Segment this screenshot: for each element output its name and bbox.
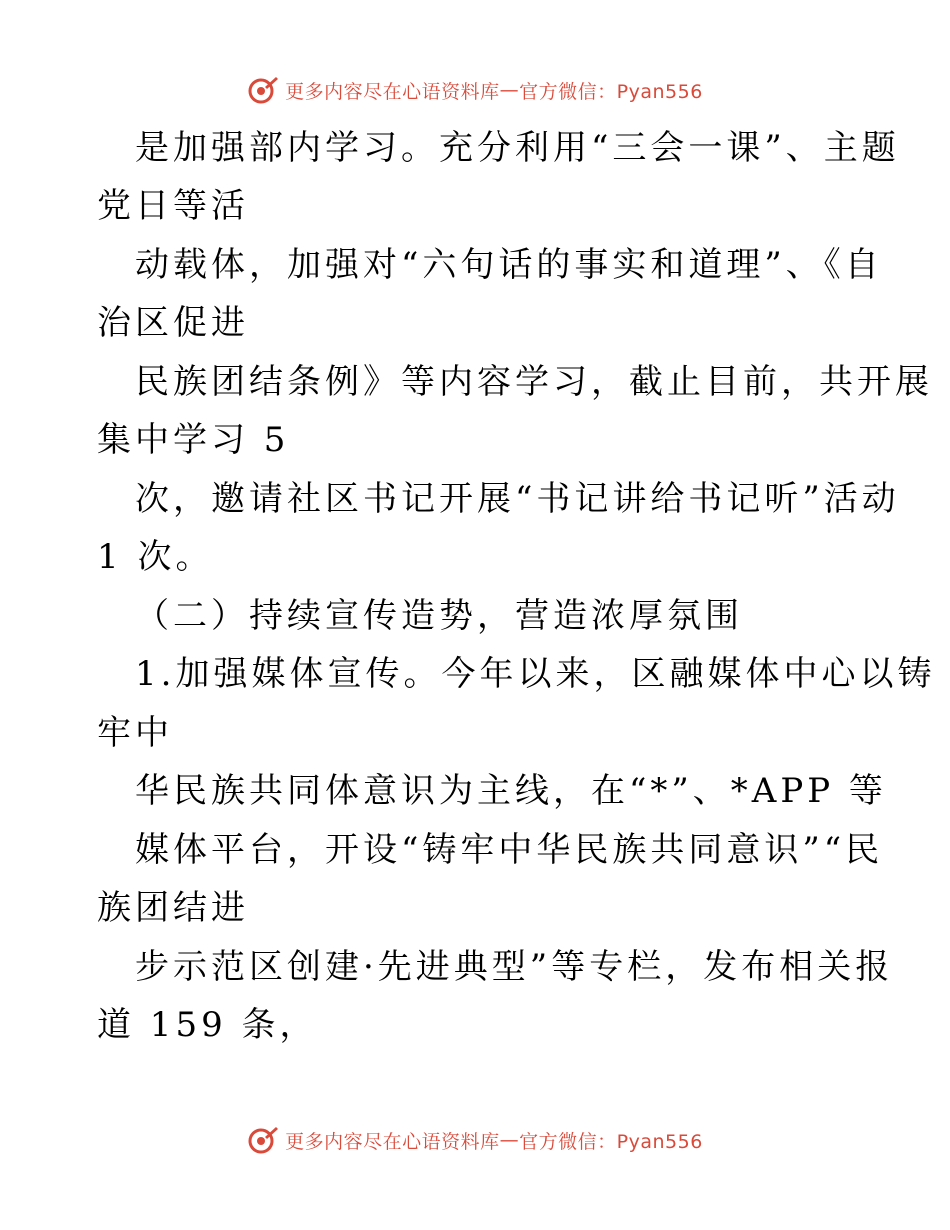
section-heading: （二）持续宣传造势，营造浓厚氛围 (135, 596, 743, 636)
body-line-5: 民族团结条例》等内容学习，截止目前，共开展 (135, 362, 933, 402)
header-watermark (0, 74, 950, 106)
body-line-4: 治区促进 (97, 303, 249, 343)
footer-watermark (0, 1124, 950, 1156)
pen-circle-logo-icon (247, 74, 279, 106)
watermark-suffix: 官方微信：Pyan556 (519, 1130, 703, 1153)
body-line-6: 集中学习 5 (97, 420, 290, 460)
watermark-text: 更多内容尽在心语资料库 (285, 80, 500, 103)
body-line-1: 是加强部内学习。充分利用“三会一课”、主题 (135, 128, 900, 168)
body-line-11: 牢中 (97, 713, 173, 753)
body-line-15: 步示范区创建·先进典型”等专栏，发布相关报 (135, 947, 894, 987)
body-line-3: 动载体，加强对“六句话的事实和道理”、《自 (135, 245, 883, 285)
body-line-8: 1 次。 (97, 537, 214, 577)
body-line-14: 族团结进 (97, 888, 249, 928)
watermark-dash: — (499, 79, 520, 101)
body-line-10: 1.加强媒体宣传。今年以来，区融媒体中心以铸 (135, 654, 936, 694)
body-line-16: 道 159 条， (97, 1005, 318, 1045)
watermark-dash: — (499, 1129, 520, 1151)
pen-circle-logo-icon (247, 1124, 279, 1156)
watermark-text: 更多内容尽在心语资料库 (285, 1130, 500, 1153)
watermark-suffix: 官方微信：Pyan556 (519, 80, 703, 103)
body-line-12: 华民族共同体意识为主线，在“*”、*APP 等 (135, 771, 887, 811)
body-line-7: 次，邀请社区书记开展“书记讲给书记听”活动 (135, 479, 900, 519)
body-line-2: 党日等活 (97, 186, 249, 226)
body-line-13: 媒体平台，开设“铸牢中华民族共同意识”“民 (135, 830, 884, 870)
